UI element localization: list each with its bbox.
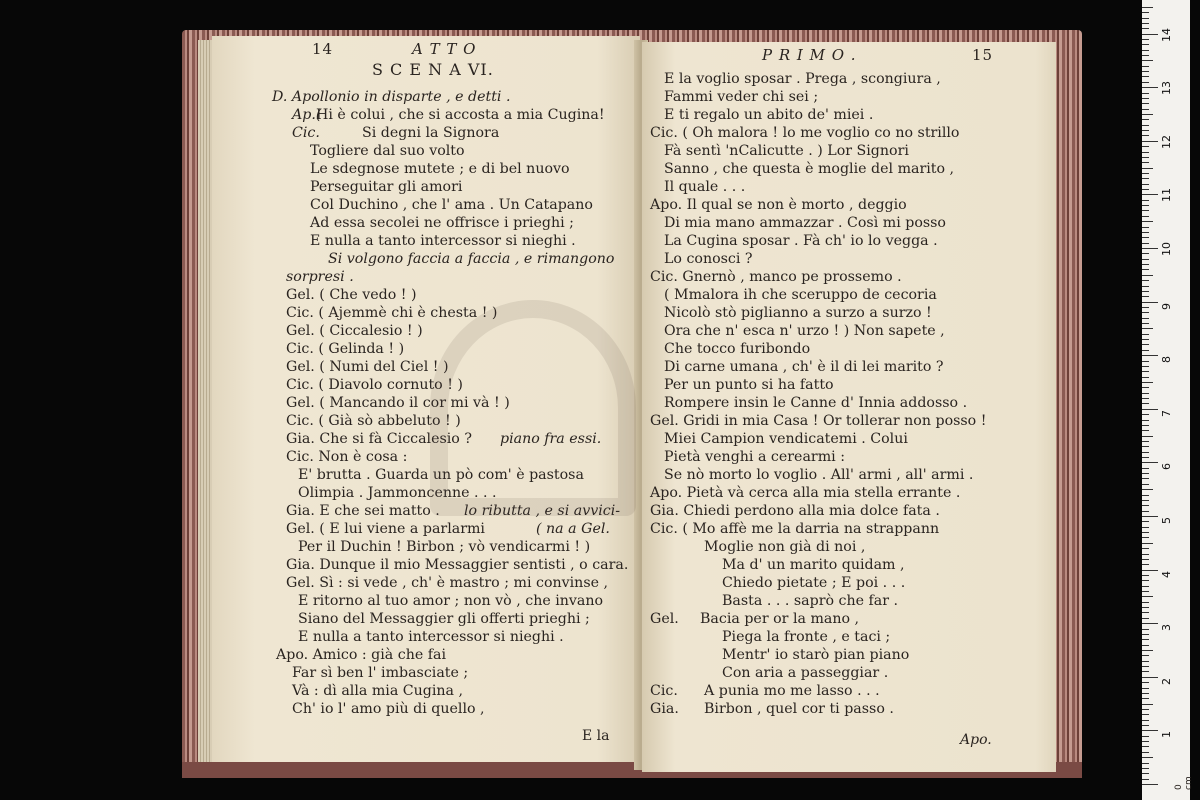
ruler-tick [1142, 763, 1149, 764]
ruler-tick [1142, 607, 1149, 608]
ruler-tick [1142, 7, 1153, 8]
text-line: Nicolò stò piglianno a surzo a surzo ! [664, 305, 932, 321]
ruler-tick [1142, 221, 1153, 222]
ruler-tick [1142, 671, 1149, 672]
ruler-tick [1142, 505, 1149, 506]
ruler-label: 5 [1160, 517, 1173, 524]
ruler-tick [1142, 130, 1149, 131]
text-line: ( na a Gel. [536, 521, 610, 537]
ruler-tick [1142, 645, 1149, 646]
ruler-tick [1142, 655, 1149, 656]
ruler-tick [1142, 152, 1149, 153]
text-line: Ad essa secolei ne offrisce i prieghi ; [310, 215, 574, 231]
ruler-tick [1142, 44, 1149, 45]
ruler-tick [1142, 275, 1153, 276]
text-line: Gel. Sì : si vede , ch' è mastro ; mi convinse , [286, 575, 609, 591]
ruler-tick [1142, 302, 1158, 303]
ruler-tick [1142, 666, 1149, 667]
ruler-tick [1142, 248, 1158, 249]
ruler-tick [1142, 232, 1149, 233]
ruler-tick [1142, 661, 1149, 662]
ruler-label: 6 [1160, 463, 1173, 471]
text-line: Far sì ben l' imbasciate ; [292, 665, 469, 681]
ruler-tick [1142, 425, 1149, 426]
ruler-tick [1142, 752, 1149, 753]
ruler-tick [1142, 511, 1149, 512]
ruler-tick [1142, 146, 1149, 147]
ruler-tick [1142, 725, 1149, 726]
ruler-tick [1142, 403, 1149, 404]
text-line: piano fra essi. [500, 431, 602, 447]
text-line: Và : dì alla mia Cugina , [292, 683, 464, 699]
ruler-tick [1142, 66, 1149, 67]
catchword-left: E la [582, 728, 610, 744]
text-line: E la voglio sposar . Prega , scongiura , [664, 71, 941, 87]
ruler-tick [1142, 371, 1149, 372]
ruler-tick [1142, 184, 1149, 185]
ruler-tick [1142, 495, 1149, 496]
text-line: Le sdegnose mutete ; e di bel nuovo [310, 161, 570, 177]
ruler-tick [1142, 125, 1149, 126]
ruler-tick [1142, 521, 1149, 522]
ruler-tick [1142, 173, 1149, 174]
ruler-unit-label: 0 cm [1174, 776, 1194, 790]
ruler-tick [1142, 237, 1149, 238]
ruler-tick [1142, 500, 1149, 501]
ruler-tick [1142, 527, 1149, 528]
text-line: Gia. E che sei matto . [286, 503, 440, 519]
text-line: Di carne umana , ch' è il di lei marito ? [664, 359, 944, 375]
ruler-tick [1142, 575, 1149, 576]
text-line: Ma d' un marito quidam , [722, 557, 905, 573]
ruler-tick [1142, 291, 1149, 292]
text-line: Apo. Amico : già che fai [276, 647, 446, 663]
ruler-tick [1142, 489, 1153, 490]
text-line: Gia. Chiedi perdono alla mia dolce fata . [650, 503, 940, 519]
ruler-tick [1142, 227, 1149, 228]
text-line: Apo. Pietà và cerca alla mia stella errante . [650, 485, 961, 501]
running-head-left: A T T O [412, 40, 477, 58]
ruler-tick [1142, 629, 1149, 630]
ruler-tick [1142, 286, 1149, 287]
ruler-tick [1142, 784, 1158, 785]
ruler-tick [1142, 55, 1149, 56]
text-line: Cic. [292, 125, 320, 141]
ruler-tick [1142, 682, 1149, 683]
ruler-label: 11 [1160, 188, 1173, 203]
text-line: lo ributta , e si avvici- [464, 503, 621, 519]
ruler-tick [1142, 34, 1158, 35]
ruler-tick [1142, 709, 1149, 710]
text-line: Gel. ( Che vedo ! ) [286, 287, 417, 303]
text-line: Birbon , quel cor ti passo . [704, 701, 894, 717]
ruler-label: 9 [1160, 302, 1173, 310]
ruler-tick [1142, 441, 1149, 442]
measuring-ruler [1142, 0, 1194, 800]
text-line: A punia mo me lasso . . . [704, 683, 880, 699]
text-line: E ritorno al tuo amor ; non vò , che invano [298, 593, 604, 609]
text-line: Ch' io l' amo più di quello , [292, 701, 485, 717]
text-line: ( Mmalora ih che sceruppo de cecoria [664, 287, 937, 303]
ruler-tick [1142, 162, 1149, 163]
ruler-tick [1142, 430, 1149, 431]
ruler-tick [1142, 178, 1149, 179]
ruler-tick [1142, 344, 1149, 345]
ruler-tick [1142, 559, 1149, 560]
text-line: Perseguitar gli amori [310, 179, 463, 195]
ruler-tick [1142, 779, 1149, 780]
text-line: Si volgono faccia a faccia , e rimangono [328, 251, 615, 267]
ruler-tick [1142, 757, 1153, 758]
ruler-tick [1142, 564, 1149, 565]
text-line: Piega la fronte , e taci ; [722, 629, 891, 645]
ruler-tick [1142, 119, 1149, 120]
text-line: La Cugina sposar . Fà ch' io lo vegga . [664, 233, 938, 249]
ruler-tick [1142, 693, 1149, 694]
ruler-tick [1142, 189, 1149, 190]
text-line: Cic. Gnernò , manco pe prossemo . [650, 269, 902, 285]
ruler-tick [1142, 768, 1149, 769]
library-stamp-watermark [430, 300, 636, 516]
ruler-tick [1142, 114, 1153, 115]
text-line: Gel. [650, 611, 679, 627]
text-line: E ti regalo un abito de' miei . [664, 107, 874, 123]
text-line: Cic. ( Ajemmè chi è chesta ! ) [286, 305, 498, 321]
text-line: E nulla a tanto intercessor si nieghi . [310, 233, 576, 249]
page-number-right: 15 [972, 46, 994, 64]
ruler-tick [1142, 736, 1149, 737]
ruler-tick [1142, 580, 1149, 581]
text-line: Si degni la Signora [362, 125, 500, 141]
ruler-tick [1142, 409, 1158, 410]
ruler-tick [1142, 650, 1153, 651]
ruler-tick [1142, 688, 1149, 689]
text-line: Cic. ( Mo affè me la darria na strappann [650, 521, 940, 537]
ruler-tick [1142, 259, 1149, 260]
ruler-tick [1142, 741, 1149, 742]
text-line: Che tocco furibondo [664, 341, 811, 357]
ruler-tick [1142, 93, 1149, 94]
ruler-tick [1142, 82, 1149, 83]
ruler-label: 10 [1160, 242, 1173, 256]
ruler-tick [1142, 296, 1149, 297]
ruler-tick [1142, 377, 1149, 378]
text-line: Di mia mano ammazzar . Così mi posso [664, 215, 946, 231]
ruler-tick [1142, 698, 1149, 699]
ruler-tick [1142, 462, 1158, 463]
text-line: Ora che n' esca n' urzo ! ) Non sapete , [664, 323, 945, 339]
ruler-tick [1142, 720, 1149, 721]
ruler-label: 12 [1160, 134, 1173, 149]
ruler-tick [1142, 71, 1149, 72]
ruler-label: 4 [1160, 570, 1173, 578]
text-line: Chiedo pietate ; E poi . . . [722, 575, 906, 591]
ruler-tick [1142, 618, 1149, 619]
text-line: Ap.( [292, 107, 322, 123]
ruler-tick [1142, 452, 1149, 453]
ruler-tick [1142, 436, 1153, 437]
ruler-tick [1142, 677, 1158, 678]
ruler-tick [1142, 109, 1149, 110]
text-line: Sanno , che questa è moglie del marito , [664, 161, 955, 177]
ruler-tick [1142, 280, 1149, 281]
ruler-tick [1142, 318, 1149, 319]
ruler-tick [1142, 269, 1149, 270]
running-head-right: P R I M O . [762, 46, 857, 64]
ruler-tick [1142, 307, 1149, 308]
ruler-tick [1142, 50, 1149, 51]
right-page [642, 42, 1056, 772]
ruler-label: 14 [1160, 27, 1173, 42]
text-line: D. Apollonio in disparte , e detti . [272, 89, 511, 105]
text-line: sorpresi . [286, 269, 354, 285]
ruler-tick [1142, 200, 1149, 201]
ruler-tick [1142, 39, 1149, 40]
ruler-tick [1142, 516, 1158, 517]
text-line: Fammi veder chi sei ; [664, 89, 819, 105]
ruler-tick [1142, 639, 1149, 640]
text-line: Con aria a passeggiar . [722, 665, 889, 681]
text-line: Moglie non già di noi , [704, 539, 866, 555]
text-line: Hi è colui , che si accosta a mia Cugina! [316, 107, 605, 123]
ruler-tick [1142, 398, 1149, 399]
ruler-tick [1142, 98, 1149, 99]
ruler-tick [1142, 420, 1149, 421]
text-line: Gia. Dunque il mio Messaggier sentisti , o cara. [286, 557, 629, 573]
text-line: Per un punto si ha fatto [664, 377, 834, 393]
ruler-tick [1142, 18, 1149, 19]
ruler-tick [1142, 596, 1153, 597]
text-line: Cic. ( Gelinda ! ) [286, 341, 405, 357]
scene-title: S C E N A VI. [372, 60, 494, 79]
page-number-left: 14 [312, 40, 334, 58]
ruler-label: 2 [1160, 677, 1173, 685]
ruler-tick [1142, 414, 1149, 415]
ruler-tick [1142, 264, 1149, 265]
text-line: Mentr' io starò pian piano [722, 647, 910, 663]
ruler-tick [1142, 210, 1149, 211]
text-line: Miei Campion vendicatemi . Colui [664, 431, 908, 447]
text-line: Cic. [650, 683, 678, 699]
ruler-tick [1142, 60, 1153, 61]
ruler-tick [1142, 135, 1149, 136]
text-line: Apo. Il qual se non è morto , deggio [650, 197, 907, 213]
ruler-tick [1142, 350, 1149, 351]
ruler-tick [1142, 168, 1153, 169]
ruler-tick [1142, 746, 1149, 747]
ruler-tick [1142, 366, 1149, 367]
text-line: Per il Duchin ! Birbon ; vò vendicarmi ! ) [298, 539, 591, 555]
text-line: E nulla a tanto intercessor si nieghi . [298, 629, 564, 645]
ruler-tick [1142, 468, 1149, 469]
ruler-tick [1142, 623, 1158, 624]
text-line: Gel. ( Mancando il cor mi và ! ) [286, 395, 510, 411]
ruler-tick [1142, 28, 1149, 29]
ruler-tick [1142, 355, 1158, 356]
text-line: Pietà venghi a cerearmi : [664, 449, 845, 465]
ruler-tick [1142, 361, 1149, 362]
text-line: Gel. Gridi in mia Casa ! Or tollerar non posso ! [650, 413, 987, 429]
ruler-tick [1142, 537, 1149, 538]
ruler-tick [1142, 704, 1153, 705]
ruler-tick [1142, 773, 1149, 774]
ruler-tick [1142, 393, 1149, 394]
ruler-tick [1142, 312, 1149, 313]
text-line: Siano del Messaggier gli offerti prieghi ; [298, 611, 590, 627]
ruler-tick [1142, 532, 1149, 533]
ruler-tick [1142, 591, 1149, 592]
text-line: Lo conosci ? [664, 251, 753, 267]
ruler-tick [1142, 382, 1153, 383]
ruler-tick [1142, 323, 1149, 324]
ruler-tick [1142, 457, 1149, 458]
ruler-tick [1142, 484, 1149, 485]
ruler-tick [1142, 730, 1158, 731]
text-line: Cic. Non è cosa : [286, 449, 408, 465]
ruler-tick [1142, 23, 1149, 24]
ruler-tick [1142, 253, 1149, 254]
ruler-tick [1142, 586, 1149, 587]
ruler-tick [1142, 205, 1149, 206]
text-line: Cic. ( Oh malora ! lo me voglio co no strillo [650, 125, 960, 141]
ruler-tick [1142, 602, 1149, 603]
text-line: Rompere insin le Canne d' Innia addosso . [664, 395, 968, 411]
ruler-tick [1142, 141, 1158, 142]
text-line: Basta . . . saprò che far . [722, 593, 899, 609]
ruler-tick [1142, 103, 1149, 104]
ruler-tick [1142, 387, 1149, 388]
ruler-tick [1142, 714, 1149, 715]
text-line: Bacia per or la mano , [700, 611, 860, 627]
ruler-tick [1142, 548, 1149, 549]
ruler-tick [1142, 328, 1153, 329]
ruler-tick [1142, 446, 1149, 447]
ruler-tick [1142, 157, 1149, 158]
text-line: Gia. [650, 701, 679, 717]
text-line: Gel. ( Ciccalesio ! ) [286, 323, 423, 339]
ruler-tick [1142, 543, 1153, 544]
ruler-tick [1142, 194, 1158, 195]
ruler-tick [1142, 216, 1149, 217]
text-line: Togliere dal suo volto [310, 143, 465, 159]
text-line: Cic. ( Già sò abbeluto ! ) [286, 413, 461, 429]
ruler-label: 7 [1160, 409, 1173, 417]
ruler-tick [1142, 570, 1158, 571]
ruler-label: 13 [1160, 81, 1173, 96]
ruler-tick [1142, 12, 1149, 13]
text-line: Gel. ( Numi del Ciel ! ) [286, 359, 449, 375]
ruler-tick [1142, 339, 1149, 340]
text-line: Gel. ( E lui viene a parlarmi [286, 521, 485, 537]
catchword-right: Apo. [960, 732, 992, 748]
ruler-tick [1142, 243, 1149, 244]
ruler-tick [1142, 87, 1158, 88]
text-line: Cic. ( Diavolo cornuto ! ) [286, 377, 463, 393]
ruler-tick [1142, 478, 1149, 479]
text-line: Olimpia . Jammoncenne . . . [298, 485, 497, 501]
text-line: Il quale . . . [664, 179, 746, 195]
ruler-label: 3 [1160, 624, 1173, 632]
ruler-tick [1142, 473, 1149, 474]
text-line: Fà sentì 'nCalicutte . ) Lor Signori [664, 143, 909, 159]
text-line: Gia. Che si fà Ciccalesio ? [286, 431, 472, 447]
ruler-tick [1142, 76, 1149, 77]
ruler-label: 1 [1160, 731, 1173, 739]
text-line: E' brutta . Guarda un pò com' è pastosa [298, 467, 584, 483]
text-line: Col Duchino , che l' ama . Un Catapano [310, 197, 593, 213]
ruler-tick [1142, 612, 1149, 613]
ruler-tick [1142, 554, 1149, 555]
text-line: Se nò morto lo voglio . All' armi , all' armi . [664, 467, 974, 483]
ruler-tick [1142, 334, 1149, 335]
ruler-tick [1142, 634, 1149, 635]
ruler-label: 8 [1160, 356, 1173, 364]
